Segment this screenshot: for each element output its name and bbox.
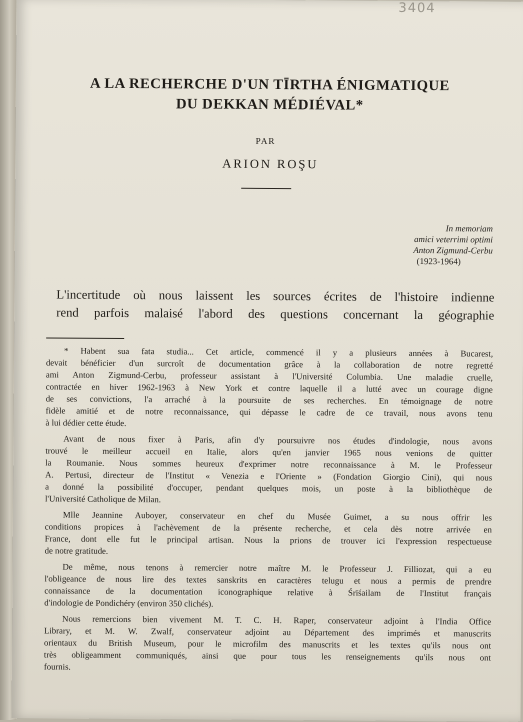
body-line: rend parfois malaisé l'abord des questions concernant la géographie (56, 305, 495, 323)
footnote-paragraph (44, 612, 491, 675)
body-text (56, 287, 494, 325)
body-line: L'incertitude où nous laissent les sources écrites de l'histoire indienne (56, 287, 495, 305)
footnote-line: conditions propices à l'achèvement de la présente recherche, et cela dès notre arrivée en (44, 521, 492, 535)
footnote-rule (46, 337, 124, 339)
footnote-paragraph (45, 432, 492, 507)
footnote-line: l'obligeance de nous lire des textes sanskrits en caractères telugu et nous a permis de prendre (44, 573, 492, 587)
author-name: ARION ROŞU (222, 156, 319, 172)
document-page (11, 0, 523, 722)
footnotes (44, 344, 493, 675)
byline-par: PAR (255, 135, 276, 147)
footnote-line: Mlle Jeannine Auboyer, conservateur en chef du Musée Guimet, a su nous offrir les (62, 509, 492, 523)
footnote-line: Library, et M. W. Zwalf, conservateur adjoint au Département des imprimés et manuscrits (44, 625, 492, 639)
footnote-paragraph (45, 508, 492, 559)
footnote-line: fidèle amitié et de notre reconnaissance, qui dépasse le cadre de ce travail, nous avons tenu (45, 405, 493, 419)
footnote-line: orientaux du British Museum, pour le microfilm des manuscrits et les textes qu'ils nous ont (43, 637, 492, 651)
footnote-line: à lui dédier cette étude. (45, 417, 127, 429)
footnote-line: très obligeamment communiqués, ainsi que pour tous les renseignements qu'ils nous ont (43, 649, 491, 663)
footnote-line: fournis. (43, 661, 71, 672)
footnote-line: trouvé le meilleur accueil en Italie, alors qu'en janvier 1965 nous venions de quitter (45, 445, 493, 459)
title-divider (241, 188, 291, 189)
dedication-years: (1923-1964) (416, 256, 461, 267)
footnote-paragraph (46, 344, 494, 431)
footnote-line: contractée en hiver 1962-1963 à New York et contre laquelle il a lutté avec un courage digne (45, 381, 493, 395)
dedication (305, 222, 493, 267)
footnote-line: devait bénéficier d'un surcroît de documentation grâce à la collaboration de notre regretté (45, 357, 494, 371)
footnote-line: de notre gratitude. (44, 545, 109, 556)
footnote-line: Nous remercions bien vivement M. T. C. H. Raper, conservateur adjoint à l'India Office (62, 613, 492, 627)
dedication-line-2: amici veterrimi optimi (414, 234, 493, 245)
footnote-line: ami Anton Zigmund-Cerbu, professeur assistant à l'Université Columbia. Une maladie cruelle, (45, 369, 493, 383)
footnote-line: France, dont elle fut le principal artisan. Nous la prions de trouver ici l'expression respectueuse (44, 533, 492, 547)
footnote-line: d'indologie de Pondichéry (environ 350 clichés). (44, 597, 214, 609)
footnote-line: connaissance de la documentation iconographique relative à Śrīśailam de l'Institut français (44, 585, 492, 599)
footnote-line: * Habent sua fata studia... Cet article, commencé il y a plusieurs années à Bucarest, (64, 345, 494, 359)
title-line-1: A LA RECHERCHE D'UN TĪRTHA ÉNIGMATIQUE (89, 75, 450, 95)
footnote-line: Avant de nous fixer à Paris, afin d'y poursuivre nos études d'indologie, nous avons (63, 433, 493, 447)
footnote-line: l'Université Catholique de Milan. (44, 493, 161, 505)
dedication-line-1: In memoriam (445, 223, 493, 234)
footnote-paragraph (44, 560, 491, 611)
footnote-line: a donné la possibilité d'occuper, pendant quelques mois, un poste à la bibliothèque de (45, 481, 493, 495)
dedication-line-3: Anton Zigmund-Cerbu (413, 245, 493, 256)
footnote-line: de ses convictions, l'a arraché à la poursuite de ses recherches. En témoignage de notre (45, 393, 493, 407)
footnote-line: De même, nous tenons à remercier notre maître M. le Professeur J. Filliozat, qui a eu (62, 561, 492, 575)
pencil-annotation: 3404 (398, 0, 436, 17)
title-line-2: DU DEKKAN MÉDIÉVAL* (175, 96, 364, 114)
footnote-line: la Roumanie. Nous sommes heureux d'exprimer notre reconnaissance à M. le Professeur (45, 457, 493, 471)
footnote-line: A. Pertusi, directeur de l'Institut « Venezia e l'Oriente » (Fondation Giorgio Cini), qui nous (45, 469, 493, 483)
article-title (50, 73, 490, 116)
